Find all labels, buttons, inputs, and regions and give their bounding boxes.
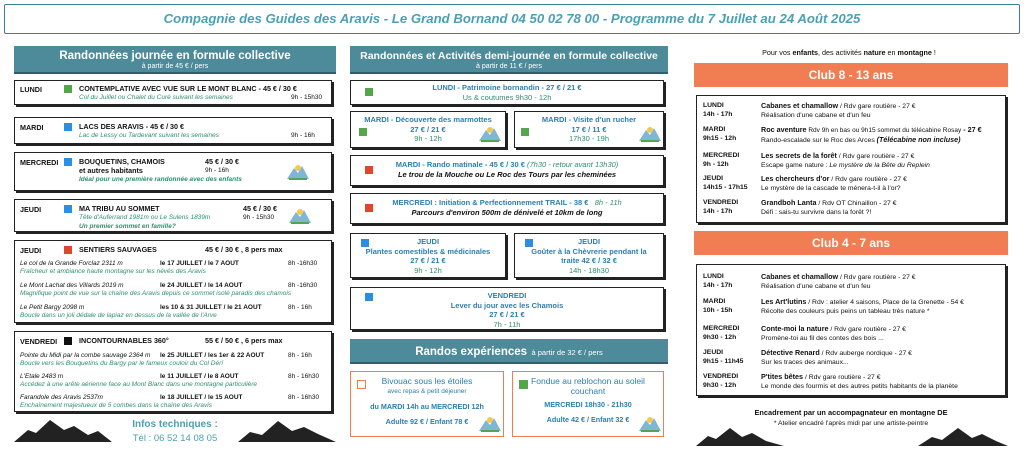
hike-name: INCONTOURNABLES 360° — [79, 336, 169, 345]
activity-name: Lever du jour avec les Chamois — [450, 300, 564, 310]
green-square-icon — [365, 88, 373, 96]
activity-marmottes — [350, 111, 506, 148]
day-hikes-subtitle: à partir de 45 € / pers — [141, 63, 209, 70]
club-meeting: / Rdv gare routière - 27 € — [828, 326, 906, 333]
hike-date: les 10 & 31 JUILLET / le 21 AOUT — [160, 304, 262, 311]
hike-desc: Accédez à une arête aérienne face au Mont Blanc dans une montagne particulière — [20, 381, 258, 388]
half-day-subtitle: à partir de 11 € / pers — [475, 63, 543, 70]
activity-price: 27 € / 21 € — [489, 310, 525, 319]
activity-time: 17h30 - 19h — [568, 134, 610, 143]
intro-text: , des activités — [818, 48, 864, 57]
green-square-icon — [64, 85, 72, 93]
activity-time: 14h - 18h30 — [568, 265, 610, 275]
day-label: MARDI — [20, 123, 44, 132]
hike-place: Farandole des Aravis 2537m — [20, 394, 103, 401]
club-activity: Grandboh Lanta — [761, 198, 817, 207]
activity-time: 7h - 11h — [493, 319, 521, 329]
club-meeting: / Rdv : atelier 4 saisons, Place de la Grenette - 54 € — [806, 299, 964, 306]
activity-plantes — [350, 233, 506, 278]
kids-intro — [694, 48, 1004, 57]
club-meeting: / Rdv gare routière - 27 € — [836, 153, 915, 160]
club-day: LUNDI — [703, 102, 724, 109]
hike-date: le 17 JUILLET / le 7 AOUT — [160, 260, 239, 267]
guides-logo-icon — [637, 414, 663, 434]
club-activity: P'tites bêtes — [761, 372, 804, 381]
club-desc: Le monde des fourmis et des autres petits habitants de la planète — [761, 383, 958, 390]
day-label: LUNDI — [20, 85, 42, 94]
experiences-header — [350, 339, 668, 364]
club-4-7-box — [696, 264, 1006, 396]
hike-time: 9h - 15h30 — [243, 214, 275, 221]
club-activity: Cabanes et chamallow — [761, 101, 839, 110]
club-day: JEUDI — [703, 175, 724, 182]
hike-time: 8h - 16h — [288, 352, 312, 359]
green-square-icon — [359, 128, 367, 136]
club-meeting: / Rdv gare routière - 27 € — [829, 176, 907, 183]
infos-phone[interactable]: Tél : 06 52 14 08 05 — [132, 433, 218, 444]
activity-name: MERCREDI : Initiation & Perfectionnement TRAIL - 38 € — [392, 198, 589, 207]
activity-desc: Parcours d'environ 500m de dénivelé et 10km de long — [411, 207, 603, 217]
activity-name: MARDI - Découverte des marmottes — [364, 115, 492, 124]
activity-price: 17 € / 11 € — [571, 124, 607, 134]
club-desc: Promène-toi au fil des contes des bois ... — [761, 335, 884, 342]
orange-square-icon — [357, 380, 366, 389]
activity-lundi — [350, 80, 664, 105]
supervision-note: Encadrement par un accompagnateur en montagne DE — [754, 408, 948, 417]
green-square-icon — [521, 128, 529, 136]
experience-price: Adulte 92 € / Enfant 78 € — [385, 416, 469, 426]
hike-lundi — [14, 80, 332, 105]
activity-time: 9h - 12h — [414, 134, 442, 143]
hike-sentiers-sauvages — [14, 240, 332, 323]
hike-time: 8h -16h30 — [288, 260, 318, 267]
club-day: JEUDI — [703, 349, 724, 356]
club-activity: Les Art'lutins — [761, 297, 807, 306]
infos-title: Infos techniques : — [132, 419, 218, 430]
activity-rucher — [514, 111, 664, 148]
club-time: 9h30 - 12h — [703, 382, 737, 389]
black-square-icon — [64, 337, 72, 345]
hike-price: 45 € / 30 € — [205, 157, 239, 166]
blue-square-icon — [64, 123, 72, 131]
hike-desc: Idéal pour une première randonnée avec des enfants — [79, 176, 242, 183]
intro-mountain: montagne — [897, 48, 932, 57]
hike-date: le 24 JUILLET / le 14 AOUT — [160, 282, 243, 289]
hike-time: 8h - 16h — [288, 304, 312, 311]
activity-chevrerie — [514, 233, 664, 278]
hike-jeudi — [14, 199, 332, 232]
hike-name: MA TRIBU AU SOMMET — [79, 204, 160, 213]
hike-name: SENTIERS SAUVAGES — [79, 245, 157, 254]
experience-bivouac — [350, 371, 504, 437]
hike-price: 55 € / 50 € , 6 pers max — [205, 336, 283, 345]
intro-nature: nature — [863, 48, 886, 57]
club-desc: Escape game nature : — [761, 162, 830, 169]
club-desc: Sur les traces des animaux... — [761, 359, 849, 366]
blue-square-icon — [525, 239, 533, 247]
day-label: JEUDI — [20, 205, 42, 214]
hike-name: CONTEMPLATIVE AVEC VUE SUR LE MONT BLANC - 45 € / 30 € — [79, 84, 297, 93]
mountain-left-icon — [14, 418, 112, 442]
club-time: 14h - 17h — [703, 282, 733, 289]
blue-square-icon — [361, 239, 369, 247]
club-desc: Réalisation d'une cabane et d'un feu — [761, 112, 871, 119]
hike-name-2: et autres habitants — [79, 166, 143, 175]
activity-day: VENDREDI — [487, 291, 527, 300]
red-square-icon — [64, 246, 72, 254]
club-time: 9h15 - 12h — [703, 135, 737, 142]
activity-price: traite 42 € / 32 € — [561, 256, 617, 265]
club-time: 10h - 15h — [703, 307, 733, 314]
activity-time: 9h - 12h — [414, 265, 442, 275]
activity-name: LUNDI - Patrimoine bornandin - 27 € / 21 € — [432, 83, 582, 92]
red-square-icon — [365, 204, 373, 212]
club-time: 9h - 12h — [703, 161, 729, 168]
experience-desc: avec repas & petit déjeuner — [387, 387, 467, 395]
club-desc-italic: Le mystère de la Bête du Replein — [829, 162, 930, 169]
blue-square-icon — [64, 205, 72, 213]
hike-place: Le Petit Bargy 2098 m — [20, 304, 85, 311]
club-activity: Cabanes et chamallow — [761, 272, 839, 281]
hike-date: le 25 JUILLET / les 1er & 22 AOUT — [160, 352, 265, 359]
experiences-title: Randos expériences — [415, 346, 528, 358]
club-meeting: / Rdv auberge nordique - 27 € — [819, 350, 912, 357]
club-day: MERCREDI — [703, 325, 740, 332]
hike-desc: Boucle vers les Bouquetins du Bargy par le fameux couloir du Col Dérí — [20, 360, 224, 367]
club-8-13-box — [696, 95, 1006, 223]
club-activity: Détective Renard — [761, 348, 820, 357]
club-activity: Roc aventure — [761, 125, 807, 134]
guides-logo-icon — [637, 124, 663, 144]
hike-desc: Lac de Lessy ou Tardevant suivant les semaines — [79, 132, 219, 139]
club-price: - 27 € — [961, 125, 982, 134]
experience-name-2: couchant — [570, 385, 606, 396]
club-time: 9h30 - 12h — [703, 334, 737, 341]
intro-text: Pour vos — [762, 48, 793, 57]
club-day: MERCREDI — [703, 152, 740, 159]
club-desc: Défi : sais-tu survivre dans la forêt ?! — [761, 209, 872, 216]
club-day: MARDI — [703, 126, 726, 133]
hike-place: Le Mont Lachat des Villards 2019 m — [20, 282, 124, 289]
green-square-icon — [519, 380, 528, 389]
hike-name: LACS DES ARAVIS - 45 € / 30 € — [79, 122, 185, 131]
hike-desc: Col du Juillet ou Chalet du Curé suivant les semaines — [79, 94, 233, 101]
club-meeting: / Rdv OT Chinaillon - 27 € — [816, 200, 897, 207]
club-day: VENDREDI — [703, 199, 739, 206]
club-meeting: / Rdv gare routière - 27 € — [838, 274, 916, 281]
hike-date: le 11 JUILLET / le 8 AOUT — [160, 373, 239, 380]
club-time: 9h15 - 11h45 — [703, 358, 744, 365]
activity-price: 27 € / 21 € — [410, 124, 446, 134]
club-activity: Les chercheurs d'or — [761, 174, 830, 183]
club-desc: Réalisation d'une cabane et d'un feu — [761, 283, 871, 290]
activity-name: MARDI - Rando matinale - 45 € / 30 € — [395, 160, 525, 169]
activity-desc: Le trou de la Mouche ou Le Roc des Tours par les cheminées — [397, 169, 617, 179]
guides-logo-icon — [287, 206, 313, 226]
hike-place: L'Etale 2483 m — [20, 373, 64, 380]
hike-price: 45 € / 30 € — [243, 204, 277, 213]
day-label: VENDREDI — [20, 337, 58, 346]
hike-name: BOUQUETINS, CHAMOIS — [79, 157, 165, 166]
club-desc-note: (Télécabine non incluse) — [876, 135, 961, 144]
hike-time: 9h - 16h — [205, 167, 229, 174]
hike-desc: Fraîcheur et ambiance haute montagne sur les névés des Aravis — [20, 268, 206, 275]
club-activity: Conte-moi la nature — [761, 324, 829, 333]
hike-desc: Magnifique point de vue sur la chaîne des Aravis depuis ce sommet isolé paradis des chamois — [20, 290, 292, 297]
club-time: 14h - 17h — [703, 111, 733, 118]
activity-rando-matinale — [350, 155, 664, 186]
club-meeting: / Rdv gare routière - 27 € — [838, 103, 916, 110]
blue-square-icon — [64, 158, 72, 166]
half-day-header — [350, 46, 668, 74]
guides-logo-icon — [477, 414, 503, 434]
day-label: JEUDI — [20, 246, 42, 255]
activity-chamois — [350, 287, 664, 330]
hike-place: Pointe du Midi par la combe sauvage 2364 m — [20, 352, 151, 359]
mountain-left-icon — [696, 426, 784, 446]
intro-text: ! — [931, 48, 936, 57]
experiences-subtitle: à partir de 32 € / pers — [531, 348, 603, 357]
experience-name: Fondue au reblochon au soleil — [531, 376, 645, 386]
day-hikes-title: Randonnées journée en formule collective — [59, 50, 291, 62]
hike-mardi — [14, 117, 332, 144]
activity-name: Plantes comestibles & médicinales — [365, 246, 491, 256]
hike-desc-2: Un premier sommet en famille? — [79, 223, 176, 230]
page-title: Compagnie des Guides des Aravis - Le Grand Bornand 04 50 02 78 00 - Programme du 7 Juillet au 24 Août 2025 — [4, 4, 1020, 34]
activity-price: 27 € / 21 € — [410, 256, 446, 265]
guides-logo-icon — [285, 162, 311, 182]
club-8-13-header: Club 8 - 13 ans — [694, 63, 1008, 87]
activity-time: Us & coutumes 9h30 - 12h — [462, 92, 552, 102]
hike-time: 8h - 16h30 — [288, 394, 320, 401]
experience-time: MERCREDI 18h30 - 21h30 — [544, 400, 632, 409]
half-day-title: Randonnées et Activités demi-journée en formule collective — [360, 50, 658, 62]
activity-day: JEUDI — [416, 237, 440, 246]
club-day: VENDREDI — [703, 373, 739, 380]
club-day: LUNDI — [703, 273, 724, 280]
hike-price: 45 € / 30 € , 8 pers max — [205, 245, 283, 254]
hike-desc: Boucle dans un joli dédale de lapiaz en dessus de la vallée de l'Arve — [20, 312, 217, 319]
day-label: MERCREDI — [20, 158, 59, 167]
hike-place: Le col de la Grande Forclaz 2311 m — [20, 260, 123, 267]
club-desc: Rando-escalade sur le Roc des Arces — [761, 137, 877, 144]
club-time: 14h15 - 17h15 — [703, 184, 748, 191]
experience-fondue — [512, 371, 664, 437]
activity-time: 8h - 11h — [594, 198, 622, 207]
club-day: MARDI — [703, 298, 726, 305]
experience-time: du MARDI 14h au MERCREDI 12h — [370, 402, 484, 411]
activity-day: JEUDI — [577, 237, 601, 246]
hike-time: 8h -16h30 — [288, 282, 318, 289]
intro-kids: enfants — [792, 48, 819, 57]
club-meeting: / Rdv gare routière - 27 € — [803, 374, 881, 381]
artist-note: * Atelier encadré l'après midi par une artiste-peintre — [773, 420, 929, 427]
hike-incontournables — [14, 331, 332, 412]
activity-name: MARDI - Visite d'un rucher — [541, 115, 637, 124]
hike-desc: Enchaînement majestueux de 5 combes dans la chaîne des Aravis — [20, 402, 212, 409]
hike-mercredi — [14, 152, 332, 191]
hike-date: le 18 JUILLET / le 15 AOUT — [160, 394, 243, 401]
hike-time: 9h - 15h30 — [291, 94, 323, 101]
mountain-right-icon — [918, 426, 1008, 446]
intro-text: en — [885, 48, 898, 57]
experience-price: Adulte 42 € / Enfant 32 € — [546, 414, 630, 424]
hike-desc: Tête d'Auferrand 1981m ou Le Sulens 1839m — [79, 214, 211, 221]
red-square-icon — [365, 166, 373, 174]
hike-time: 8h - 16h30 — [288, 373, 320, 380]
hike-time: 9h - 16h — [291, 132, 315, 139]
club-activity: Les secrets de la forêt — [761, 151, 837, 160]
club-4-7-header: Club 4 - 7 ans — [694, 231, 1008, 255]
activity-trail — [350, 193, 664, 224]
club-time: 14h - 17h — [703, 208, 733, 215]
mountain-right-icon — [238, 418, 336, 442]
club-desc: Le mystère de la cascade te ménera-t-il à l'or? — [761, 185, 901, 192]
day-hikes-header — [14, 46, 336, 74]
guides-logo-icon — [477, 124, 503, 144]
activity-time: (7h30 - retour avant 13h30) — [526, 160, 619, 169]
blue-square-icon — [365, 293, 373, 301]
activity-name: Goûter à la Chèvrerie pendant la — [531, 246, 647, 256]
experience-name: Bivouac sous les étoiles — [381, 376, 473, 386]
club-meeting: Rdv 9h en bas ou 9h15 sommet du télécabine Rosay — [806, 127, 962, 134]
club-desc: Récolte des couleurs puis peins un tableau très nature * — [761, 308, 930, 315]
